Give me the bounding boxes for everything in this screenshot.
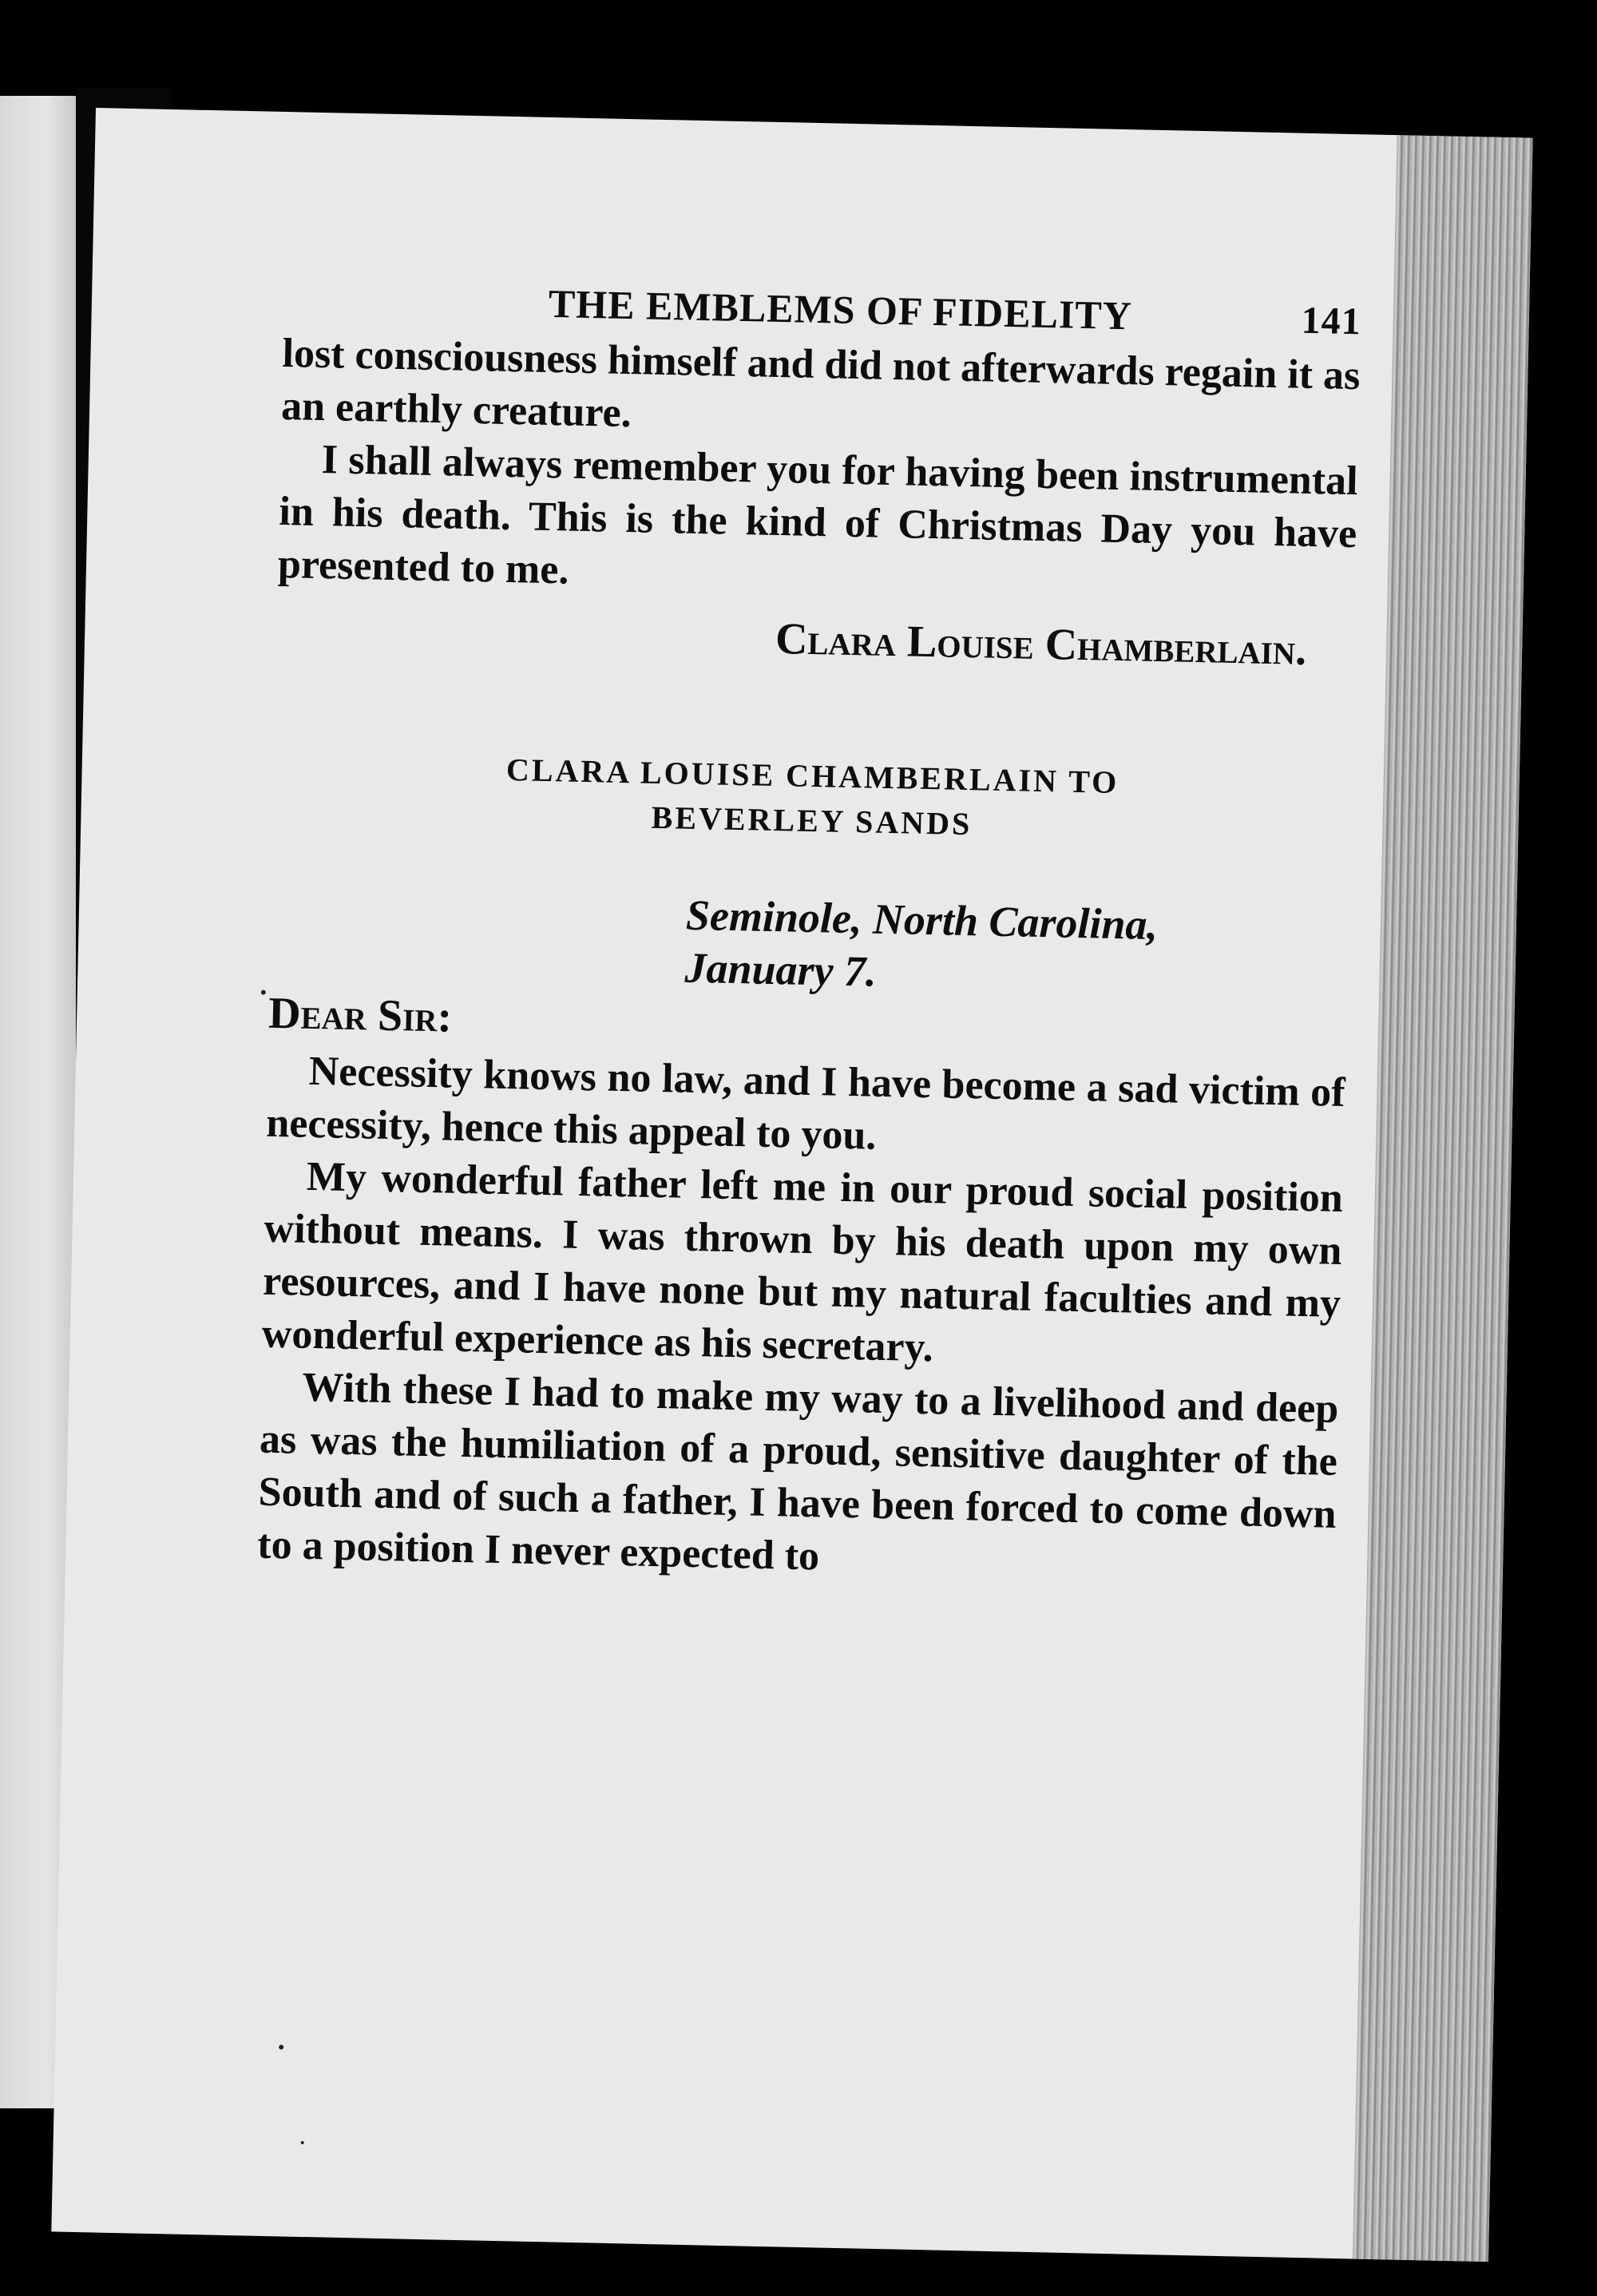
book-page xyxy=(51,108,1532,2262)
letter-heading-line: BEVERLEY SANDS xyxy=(651,799,973,843)
dateline-place: Seminole, North Carolina, xyxy=(685,890,1159,950)
page-stack-edges xyxy=(1353,135,1533,2262)
running-head-title: THE EMBLEMS OF FIDELITY xyxy=(548,280,1133,339)
dust-speck xyxy=(301,2141,304,2144)
paragraph: Necessity knows no law, and I have become a sad victim of necessity, hence this appeal to you. xyxy=(265,1048,1346,1159)
page-text xyxy=(257,272,1362,1594)
dust-speck xyxy=(279,2044,283,2049)
letter-heading-line: CLARA LOUISE CHAMBERLAIN TO xyxy=(505,751,1119,801)
salutation: Dear Sir: xyxy=(267,988,453,1042)
paragraph: My wonderful father left me in our proud social position without means. I was thrown by his death upon my own resources, and I have none but my natural faculties and my wonderful experience as his secretary. xyxy=(261,1153,1344,1371)
signature: Clara Louise Chamberlain. xyxy=(775,613,1307,675)
paragraph-continued: lost consciousness himself and did not afterwards regain it as an earthly creature. xyxy=(280,330,1361,437)
dateline xyxy=(684,889,1349,1008)
letter-heading xyxy=(272,743,1352,855)
paragraph: With these I had to make my way to a livelihood and deep as was the humiliation of a proud, sensitive daughter of the South and of such a father, I have been forced to come down to a position I never expected to xyxy=(256,1364,1339,1580)
dust-speck xyxy=(261,990,266,995)
paragraph: I shall always remember you for having been instrumental in his death. This is the kind of Christmas Day you have presented to me. xyxy=(277,437,1359,593)
dateline-date: January 7. xyxy=(684,943,878,996)
page-number: 141 xyxy=(1301,299,1362,343)
